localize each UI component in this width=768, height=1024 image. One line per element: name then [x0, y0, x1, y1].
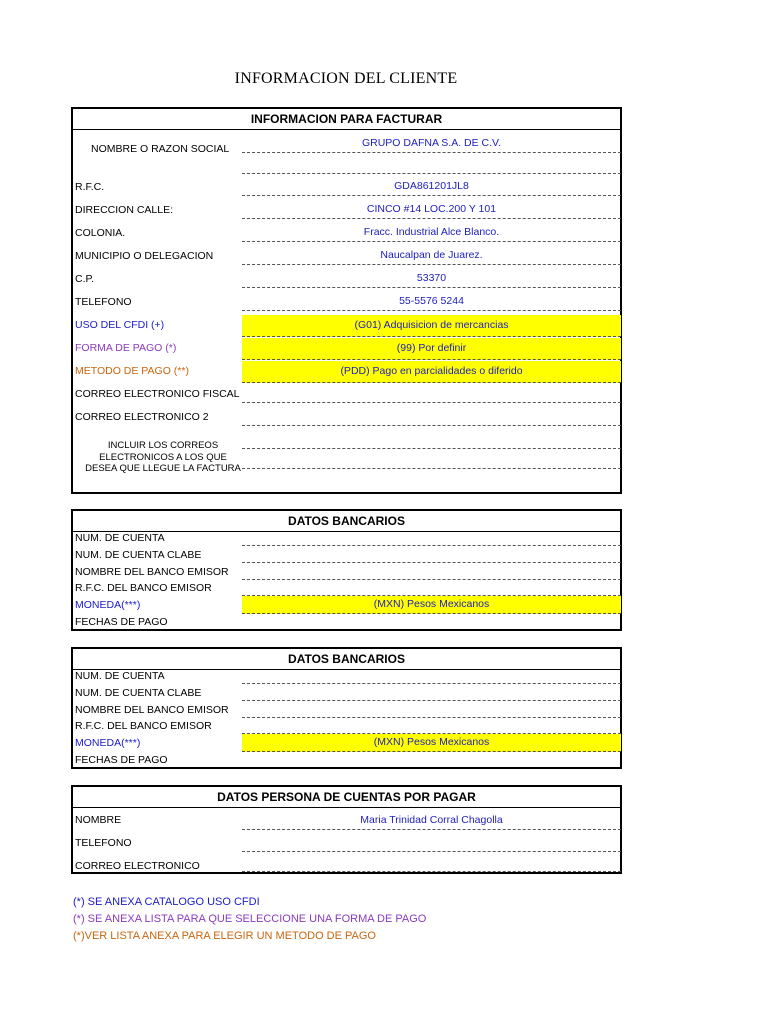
clabe-label-2: NUM. DE CUENTA CLABE: [75, 687, 202, 699]
correo2-field[interactable]: [242, 408, 621, 426]
bank-data-section-1: [71, 509, 622, 631]
rfc-field[interactable]: GDA861201JL8: [242, 178, 621, 196]
calle-label: DIRECCION CALLE:: [75, 204, 174, 216]
cxp-correo-field[interactable]: [242, 854, 621, 872]
moneda-label-1: MONEDA(***): [75, 599, 141, 611]
clabe-field-2[interactable]: [242, 685, 621, 701]
metodo-pago-label: METODO DE PAGO (**): [75, 365, 189, 377]
correo2-label: CORREO ELECTRONICO 2: [75, 411, 209, 423]
banco-field-2[interactable]: [242, 702, 621, 718]
colonia-label: COLONIA.: [75, 227, 126, 239]
rfc-label: R.F.C.: [75, 181, 105, 193]
document-title: INFORMACION DEL CLIENTE: [234, 70, 458, 87]
bank-data-heading-2: DATOS BANCARIOS: [73, 649, 620, 670]
rfc-banco-label-1: R.F.C. DEL BANCO EMISOR: [75, 582, 212, 594]
cuenta-label-1: NUM. DE CUENTA: [75, 532, 165, 544]
forma-pago-label: FORMA DE PAGO (*): [75, 342, 177, 354]
billing-info-section: [71, 107, 622, 494]
fechas-label-1: FECHAS DE PAGO: [75, 616, 168, 628]
accounts-payable-heading: DATOS PERSONA DE CUENTAS POR PAGAR: [73, 787, 620, 808]
rfc-banco-field-2[interactable]: [242, 718, 621, 734]
uso-cfdi-label: USO DEL CFDI (+): [75, 319, 165, 331]
cxp-correo-label: CORREO ELECTRONICO: [75, 860, 200, 872]
clabe-field-1[interactable]: [242, 547, 621, 563]
note-forma-pago: (*) SE ANEXA LISTA PARA QUE SELECCIONE UNA FORMA DE PAGO: [73, 913, 427, 925]
correo-extra-field-1[interactable]: [242, 431, 621, 449]
rfc-banco-label-2: R.F.C. DEL BANCO EMISOR: [75, 720, 212, 732]
moneda-label-2: MONEDA(***): [75, 737, 141, 749]
forma-pago-field[interactable]: (99) Por definir: [242, 338, 621, 360]
bank-data-heading-1: DATOS BANCARIOS: [73, 511, 620, 532]
note-uso-cfdi: (*) SE ANEXA CATALOGO USO CFDI: [73, 896, 260, 908]
billing-info-heading: INFORMACION PARA FACTURAR: [73, 109, 620, 130]
cxp-telefono-field[interactable]: [242, 834, 621, 852]
note-metodo-pago: (*)VER LISTA ANEXA PARA ELEGIR UN METODO DE PAGO: [73, 930, 376, 942]
cxp-telefono-label: TELEFONO: [75, 837, 132, 849]
cuenta-label-2: NUM. DE CUENTA: [75, 670, 165, 682]
telefono-label: TELEFONO: [75, 296, 132, 308]
correo-fiscal-label: CORREO ELECTRONICO FISCAL: [75, 388, 240, 400]
uso-cfdi-field[interactable]: (G01) Adquisicion de mercancias: [242, 315, 621, 337]
accounts-payable-section: [71, 785, 622, 874]
banco-field-1[interactable]: [242, 564, 621, 580]
banco-label-1: NOMBRE DEL BANCO EMISOR: [75, 566, 229, 578]
cuenta-field-1[interactable]: [242, 530, 621, 546]
municipio-field[interactable]: Naucalpan de Juarez.: [242, 247, 621, 265]
razon-social-label: NOMBRE O RAZON SOCIAL: [91, 143, 230, 155]
bank-data-section-2: [71, 647, 622, 769]
cxp-nombre-label: NOMBRE: [75, 814, 122, 826]
moneda-field-2[interactable]: (MXN) Pesos Mexicanos: [242, 734, 621, 752]
clabe-label-1: NUM. DE CUENTA CLABE: [75, 549, 202, 561]
incluir-correos-label: INCLUIR LOS CORREOS ELECTRONICOS A LOS QUE DESEA QUE LLEGUE LA FACTURA: [85, 440, 241, 474]
fechas-label-2: FECHAS DE PAGO: [75, 754, 168, 766]
telefono-field[interactable]: 55-5576 5244: [242, 293, 621, 311]
metodo-pago-field[interactable]: (PDD) Pago en parcialidades o diferido: [242, 361, 621, 383]
banco-label-2: NOMBRE DEL BANCO EMISOR: [75, 704, 229, 716]
cp-field[interactable]: 53370: [242, 270, 621, 288]
rfc-banco-field-1[interactable]: [242, 580, 621, 596]
razon-social-field-line2[interactable]: [242, 156, 621, 174]
cp-label: C.P.: [75, 273, 95, 285]
razon-social-field[interactable]: GRUPO DAFNA S.A. DE C.V.: [242, 135, 621, 153]
colonia-field[interactable]: Fracc. Industrial Alce Blanco.: [242, 224, 621, 242]
municipio-label: MUNICIPIO O DELEGACION: [75, 250, 214, 262]
cxp-nombre-field[interactable]: Maria Trinidad Corral Chagolla: [242, 812, 621, 830]
correo-extra-field-2[interactable]: [242, 451, 621, 469]
moneda-field-1[interactable]: (MXN) Pesos Mexicanos: [242, 596, 621, 614]
correo-fiscal-field[interactable]: [242, 385, 621, 403]
calle-field[interactable]: CINCO #14 LOC.200 Y 101: [242, 201, 621, 219]
cuenta-field-2[interactable]: [242, 668, 621, 684]
